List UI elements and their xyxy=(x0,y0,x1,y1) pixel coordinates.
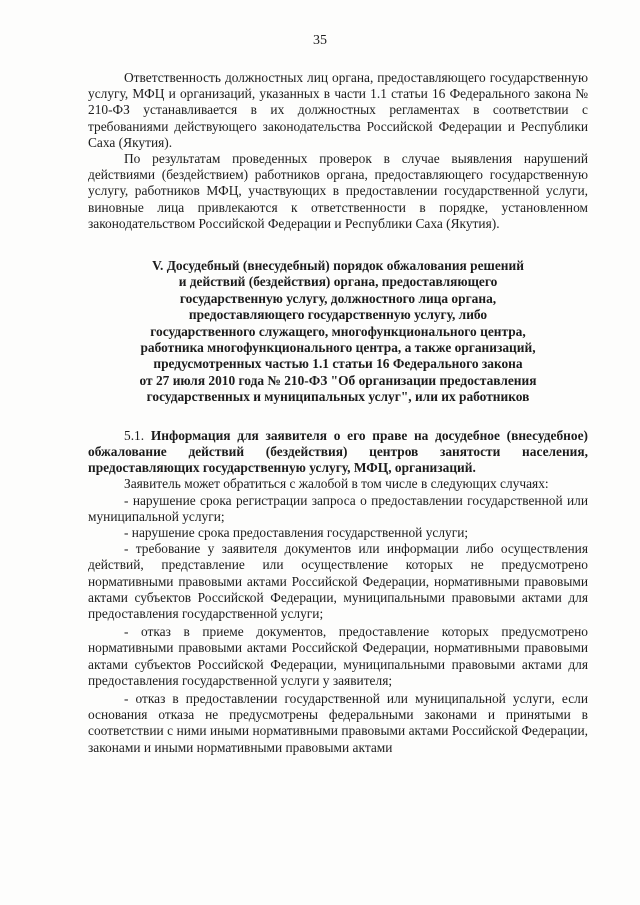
page-number: 35 xyxy=(313,33,327,48)
section-heading xyxy=(88,258,588,406)
heading-line: предусмотренных частью 1.1 статьи 16 Федерального закона xyxy=(153,356,523,372)
heading-line: предоставляющего государственную услугу, либо xyxy=(188,307,488,323)
list-item: - отказ в приеме документов, предоставление которых предусмотрено нормативными правовыми актами Российской Федерации, нормативными правовыми актами субъектов Российской Федерации, муниципальными правовыми актами для предоставления государственной услуги у заявителя; xyxy=(88,624,588,688)
paragraph-intro: Заявитель может обратиться с жалобой в том числе в следующих случаях: xyxy=(124,476,549,492)
list-item: - требование у заявителя документов или информации либо осуществления действий, представление или осуществление которых не предусмотрено нормативными правовыми актами Российской Федерации, нормативными правовыми актами субъектов Российской Федерации, муниципальными правовыми актами для предоставления государственной услуги; xyxy=(88,541,588,621)
section-5-1-text: Информация для заявителя о его праве на досудебное (внесудебное) обжалование действий (бездействия) центров занятости населения, предоставляющих государственную услугу, МФЦ, организаций. xyxy=(88,427,588,476)
list-item: - нарушение срока предоставления государственной услуги; xyxy=(124,524,469,540)
document-body xyxy=(88,70,588,756)
list-item: - нарушение срока регистрации запроса о предоставлении государственной или муниципальной услуги; xyxy=(88,492,588,524)
heading-line: государственную услугу, должностного лица органа, xyxy=(179,290,497,306)
heading-line: работника многофункционального центра, а также организаций, xyxy=(140,340,536,356)
paragraph-responsibility: Ответственность должностных лиц органа, предоставляющего государственную услугу, МФЦ и организаций, указанных в части 1.1 статьи 16 Федерального закона № 210-ФЗ устанавливается в их должностных регламентах в соответствии с требованиями действующего законодательства Российской Федерации и Республики Саха (Якутия). xyxy=(88,70,588,150)
heading-line: государственных и муниципальных услуг", или их работников xyxy=(146,389,530,405)
heading-line: от 27 июля 2010 года № 210-ФЗ "Об организации предоставления xyxy=(139,372,537,388)
paragraph-5-1 xyxy=(88,428,588,477)
section-number: 5.1. xyxy=(124,427,145,443)
heading-line: V. Досудебный (внесудебный) порядок обжалования решений xyxy=(152,258,524,274)
list-item: - отказ в предоставлении государственной или муниципальной услуги, если основания отказа не предусмотрены федеральными законами и принятыми в соответствии с ними иными нормативными правовыми актами Российской Федерации, законами и иными нормативными правовыми актами xyxy=(88,690,588,755)
heading-line: и действий (бездействия) органа, предоставляющего xyxy=(178,274,498,290)
paragraph-inspection-results: По результатам проведенных проверок в случае выявления нарушений действиями (бездействием) работников органа, предоставляющего государственную услугу, работников МФЦ, участвующих в предоставлении государственной услуги, виновные лица привлекаются к ответственности в порядке, установленном законодательством Российской Федерации и Республики Саха (Якутия). xyxy=(88,151,588,231)
heading-line: государственного служащего, многофункционального центра, xyxy=(150,323,526,339)
